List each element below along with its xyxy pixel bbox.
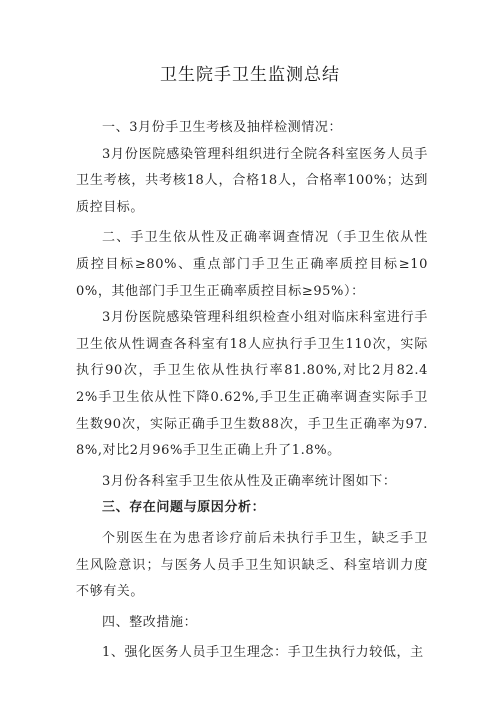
section-4-item-1: 1、强化医务人员手卫生理念：手卫生执行力较低，主 <box>102 645 424 661</box>
section-3-body: 个别医生在为患者诊疗前后未执行手卫生，缺乏手卫生风险意识；与医务人员手卫生知识缺乏、科室培训力度不够有关。 <box>76 530 428 600</box>
section-2-body: 3月份医院感染管理科组织检查小组对临床科室进行手卫生依从性调查各科室有18人应执行手卫生110次，实际执行90次，手卫生依从性执行率81.80%,对比2月82.42%手卫生依从性下降0.62%,手卫生正确率调查实际手卫生数90次，实际正确手卫生数88次，手卫生正确率为97.8%,对比2月96%手卫生正确上升了1.8%。 <box>76 310 428 459</box>
document-body <box>76 115 428 667</box>
chart-intro-text: 3月份各科室手卫生依从性及正确率统计图如下： <box>102 473 397 489</box>
section-2-heading: 二、手卫生依从性及正确率调查情况（手卫生依从性质控目标≥80%、重点部门手卫生正确率质控目标≥100%，其他部门手卫生正确率质控目标≥95%）： <box>76 230 428 299</box>
section-1-heading: 一、3月份手卫生考核及抽样检测情况： <box>102 120 343 135</box>
section-1-body: 3月份医院感染管理科组织进行全院各科室医务人员手卫生考核，共考核18人，合格18人，合格率100%；达到质控目标。 <box>76 146 428 215</box>
document-title: 卫生院手卫生监测总结 <box>160 65 340 85</box>
section-4-heading: 四、整改措施： <box>102 614 198 630</box>
section-3-heading: 三、存在问题与原因分析： <box>102 500 266 516</box>
